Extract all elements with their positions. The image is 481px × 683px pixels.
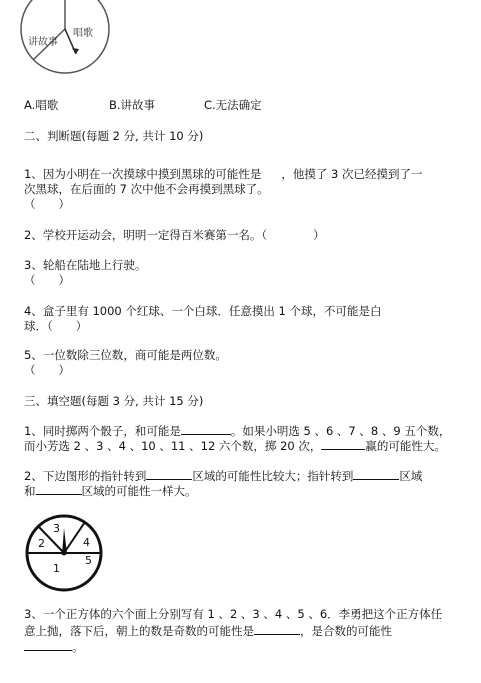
judge-q2: 2、学校开运动会，明明一定得百米赛第一名。（ ） <box>24 228 325 242</box>
fill-q3-line2 <box>24 622 392 639</box>
fill-q3-blank-1[interactable] <box>254 622 300 635</box>
option-b: B.讲故事 <box>109 98 156 112</box>
fill-q3-line3 <box>24 638 84 655</box>
fill-q1-line2 <box>24 437 446 454</box>
option-a: A.唱歌 <box>24 98 59 112</box>
fill-q2-blank-2[interactable] <box>353 467 399 480</box>
judge-q1-text-cont: ，他摸了 3 次已经摸到了一 <box>281 167 423 181</box>
judge-q5-answer[interactable]: （ ） <box>24 363 70 377</box>
fill-q2-blank-3[interactable] <box>36 482 82 495</box>
judge-q5: 5、一位数除三位数，商可能是两位数。 <box>24 348 227 362</box>
fill-q3-line1: 3、一个正方体的六个面上分别写有 1 、2 、3 、4 、5 、6．李勇把这个正方体任 <box>24 607 443 621</box>
spinner-hub <box>62 551 67 556</box>
judge-q1-line2: 次黑球，在后面的 7 次中他不会再摸到黑球了。 <box>24 182 269 196</box>
judge-q3-answer[interactable]: （ ） <box>24 273 70 287</box>
fill-q2-text: 2、下边图形的指针转到 <box>24 469 147 483</box>
region-label-2: 2 <box>38 537 45 550</box>
fill-q2-text-and: 和 <box>24 484 36 498</box>
fill-q3-text-cont: ，是合数的可能性 <box>300 624 392 638</box>
judge-q4-line2: 球．（ ） <box>24 319 88 333</box>
region-label-4: 4 <box>83 536 90 549</box>
region-label-5: 5 <box>85 554 92 567</box>
judge-q1-text: 1、因为小明在一次摸球中摸到黑球的可能性是 <box>24 167 262 181</box>
spinner-five-regions <box>24 512 106 594</box>
fill-q3-text-end: 。 <box>72 640 84 654</box>
region-label-1: 1 <box>53 562 60 575</box>
fill-q2-text-region: 区域 <box>399 469 423 483</box>
fill-q2-text-end: 区域的可能性一样大。 <box>81 484 197 498</box>
fill-q2-text-cont: 区域的可能性比较大；指针转到 <box>192 469 354 483</box>
fill-q1-text: 1、同时掷两个骰子，和可能是 <box>24 424 181 438</box>
spinner-singing-storytelling <box>18 0 118 82</box>
spinner-label-singing: 唱歌 <box>73 28 93 39</box>
judge-q3: 3、轮船在陆地上行驶。 <box>24 258 147 272</box>
judge-q4-line1: 4、盒子里有 1000 个红球、一个白球．任意摸出 1 个球，不可能是白 <box>24 304 382 318</box>
region-label-3: 3 <box>53 522 60 535</box>
section-2-heading: 二、判断题(每题 2 分, 共计 10 分) <box>24 129 204 143</box>
judge-q1-answer[interactable]: （ ） <box>24 197 70 211</box>
fill-q1-text-end: 赢的可能性大。 <box>365 439 446 453</box>
fill-q1-blank-1[interactable] <box>181 422 231 435</box>
fill-q1-blank-2[interactable] <box>321 437 365 450</box>
fill-q3-text: 意上抛，落下后，朝上的数是奇数的可能性是 <box>24 624 254 638</box>
fill-q3-blank-2[interactable] <box>24 638 72 651</box>
option-c: C.无法确定 <box>204 98 262 112</box>
judge-q1-line1 <box>24 166 422 182</box>
spinner-label-storytelling: 讲故事 <box>28 37 58 48</box>
fill-q2-line2 <box>24 482 197 499</box>
fill-q2-blank-1[interactable] <box>146 467 192 480</box>
fill-q1-text-cont: 。如果小明选 5 、6 、7 、8 、9 五个数， <box>230 424 451 438</box>
fill-q1-text-line2: 而小芳选 2 、3 、4 、10 、11 、12 六个数，掷 20 次， <box>24 439 322 453</box>
section-3-heading: 三、填空题(每题 3 分, 共计 15 分) <box>24 394 204 408</box>
